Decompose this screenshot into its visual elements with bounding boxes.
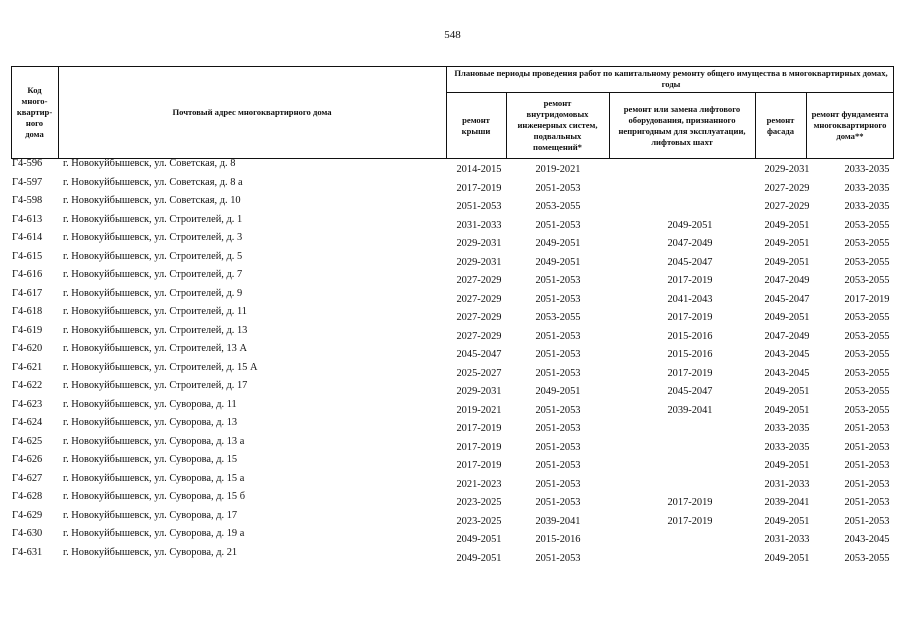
cell-roof: 2023-2025 — [456, 497, 502, 508]
cell-foundation: 2051-2053 — [844, 423, 890, 434]
cell-code: Г4-597 — [12, 176, 43, 188]
col-foundation-header: ремонт фундамента многоквартирного дома** — [811, 109, 889, 141]
cell-facade: 2049-2051 — [764, 219, 810, 231]
cell-address: г. Новокуйбышевск, ул. Суворова, д. 15 — [63, 454, 238, 465]
cell-facade: 2033-2035 — [764, 423, 810, 434]
cell-foundation: 2053-2055 — [844, 386, 890, 397]
table-row — [11, 417, 894, 436]
cell-code: Г4-631 — [12, 546, 43, 558]
cell-code: Г4-617 — [12, 287, 43, 299]
cell-facade: 2027-2029 — [764, 182, 810, 194]
cell-address: г. Новокуйбышевск, ул. Суворова, д. 13 — [63, 417, 238, 428]
cell-address: г. Новокуйбышевск, ул. Строителей, д. 17 — [63, 380, 248, 391]
cell-facade: 2043-2045 — [764, 367, 810, 379]
cell-engineering: 2015-2016 — [535, 534, 581, 545]
cell-code: Г4-625 — [12, 435, 43, 447]
cell-code: Г4-623 — [12, 398, 43, 410]
cell-facade: 2049-2051 — [764, 404, 810, 416]
cell-code: Г4-596 — [12, 158, 43, 169]
cell-facade: 2029-2031 — [764, 164, 810, 175]
cell-elevator: 2045-2047 — [667, 256, 713, 268]
cell-facade: 2047-2049 — [764, 275, 810, 286]
cell-code: Г4-614 — [12, 232, 43, 243]
table-row — [11, 362, 894, 381]
cell-roof: 2049-2051 — [456, 552, 502, 564]
cell-address: г. Новокуйбышевск, ул. Суворова, д. 11 — [63, 398, 237, 410]
table-row — [11, 510, 894, 529]
cell-elevator: 2049-2051 — [667, 219, 713, 231]
cell-engineering: 2053-2055 — [535, 312, 581, 323]
cell-roof: 2027-2029 — [456, 275, 502, 286]
cell-address: г. Новокуйбышевск, ул. Суворова, д. 19 а — [63, 528, 245, 539]
cell-roof: 2045-2047 — [456, 349, 502, 360]
col-engineering-header: ремонт внутридомовых инженерных систем, подвальных помещений* — [517, 98, 598, 152]
table-header — [11, 66, 894, 158]
cell-address: г. Новокуйбышевск, ул. Строителей, 13 А — [63, 343, 247, 354]
table-row — [11, 547, 894, 566]
cell-engineering: 2053-2055 — [535, 201, 581, 212]
cell-foundation: 2017-2019 — [844, 293, 890, 305]
cell-engineering: 2051-2053 — [535, 478, 581, 490]
cell-code: Г4-613 — [12, 213, 43, 225]
table-row — [11, 399, 894, 418]
col-elevator-header: ремонт или замена лифтового оборудования, признанного непригодным для эксплуатации, лифтовых шахт — [618, 103, 746, 147]
cell-roof: 2017-2019 — [456, 182, 502, 194]
cell-address: г. Новокуйбышевск, ул. Строителей, д. 15 А — [63, 361, 258, 373]
cell-engineering: 2051-2053 — [535, 497, 581, 508]
cell-foundation: 2033-2035 — [844, 182, 890, 194]
cell-code: Г4-622 — [12, 380, 43, 391]
cell-foundation: 2053-2055 — [844, 219, 890, 231]
cell-engineering: 2049-2051 — [535, 256, 581, 268]
cell-engineering: 2051-2053 — [535, 423, 581, 434]
cell-roof: 2049-2051 — [456, 534, 502, 545]
cell-engineering: 2051-2053 — [535, 182, 581, 194]
cell-address: г. Новокуйбышевск, ул. Строителей, д. 7 — [63, 269, 243, 280]
cell-foundation: 2053-2055 — [844, 275, 890, 286]
cell-foundation: 2033-2035 — [844, 164, 890, 175]
cell-foundation: 2053-2055 — [844, 404, 890, 416]
cell-engineering: 2051-2053 — [535, 330, 581, 342]
cell-address: г. Новокуйбышевск, ул. Строителей, д. 3 — [63, 232, 243, 243]
cell-foundation: 2051-2053 — [844, 441, 890, 453]
cell-elevator: 2017-2019 — [667, 515, 713, 527]
cell-foundation: 2053-2055 — [844, 256, 890, 268]
col-address-header: Почтовый адрес многоквартирного дома — [172, 107, 332, 117]
cell-engineering: 2051-2053 — [535, 349, 581, 360]
cell-engineering: 2051-2053 — [535, 367, 581, 379]
cell-elevator: 2047-2049 — [667, 238, 713, 249]
table-row — [11, 528, 894, 547]
cell-elevator: 2015-2016 — [667, 330, 713, 342]
cell-code: Г4-624 — [12, 417, 43, 428]
col-code-header: Код много- квартир- ного дома — [16, 85, 53, 139]
cell-code: Г4-621 — [12, 361, 43, 373]
cell-code: Г4-618 — [12, 306, 43, 317]
cell-facade: 2049-2051 — [764, 386, 810, 397]
periods-group-header: Плановые периоды проведения работ по капитальному ремонту общего имущества в многоквартирных домах, годы — [454, 68, 888, 89]
cell-foundation: 2051-2053 — [844, 515, 890, 527]
cell-facade: 2039-2041 — [764, 497, 810, 508]
cell-foundation: 2053-2055 — [844, 367, 890, 379]
cell-engineering: 2049-2051 — [535, 386, 581, 397]
cell-foundation: 2053-2055 — [844, 349, 890, 360]
table-row — [11, 491, 894, 510]
cell-roof: 2017-2019 — [456, 441, 502, 453]
table-row — [11, 288, 894, 307]
table-row — [11, 214, 894, 233]
cell-code: Г4-630 — [12, 528, 43, 539]
cell-code: Г4-628 — [12, 491, 43, 502]
table-row — [11, 454, 894, 473]
cell-engineering: 2051-2053 — [535, 460, 581, 471]
cell-address: г. Новокуйбышевск, ул. Суворова, д. 21 — [63, 546, 238, 558]
cell-facade: 2049-2051 — [764, 460, 810, 471]
table-row — [11, 232, 894, 251]
cell-foundation: 2053-2055 — [844, 330, 890, 342]
cell-roof: 2014-2015 — [456, 164, 502, 175]
cell-foundation: 2051-2053 — [844, 497, 890, 508]
table-row — [11, 380, 894, 399]
cell-facade: 2043-2045 — [764, 349, 810, 360]
cell-facade: 2049-2051 — [764, 552, 810, 564]
cell-facade: 2027-2029 — [764, 201, 810, 212]
cell-address: г. Новокуйбышевск, ул. Суворова, д. 15 а — [63, 472, 245, 484]
page-number: 548 — [444, 29, 461, 41]
cell-facade: 2049-2051 — [764, 256, 810, 268]
cell-foundation: 2053-2055 — [844, 312, 890, 323]
cell-elevator: 2039-2041 — [667, 404, 713, 416]
cell-facade: 2047-2049 — [764, 330, 810, 342]
cell-roof: 2027-2029 — [456, 330, 502, 342]
cell-engineering: 2051-2053 — [535, 293, 581, 305]
table-row — [11, 473, 894, 492]
cell-code: Г4-619 — [12, 324, 43, 336]
cell-code: Г4-616 — [12, 269, 43, 280]
cell-address: г. Новокуйбышевск, ул. Строителей, д. 1 — [63, 213, 243, 225]
cell-engineering: 2051-2053 — [535, 219, 581, 231]
cell-engineering: 2039-2041 — [535, 515, 581, 527]
cell-engineering: 2049-2051 — [535, 238, 581, 249]
cell-roof: 2051-2053 — [456, 201, 502, 212]
cell-foundation: 2043-2045 — [844, 534, 890, 545]
cell-roof: 2029-2031 — [456, 256, 502, 268]
table-body — [11, 158, 894, 565]
cell-elevator: 2017-2019 — [667, 275, 713, 286]
cell-code: Г4-598 — [12, 195, 43, 206]
table-row — [11, 306, 894, 325]
table-row — [11, 343, 894, 362]
col-roof-header: ремонт крыши — [461, 114, 491, 136]
cell-address: г. Новокуйбышевск, ул. Советская, д. 10 — [63, 195, 241, 206]
table-row — [11, 269, 894, 288]
cell-roof: 2031-2033 — [456, 219, 502, 231]
cell-code: Г4-626 — [12, 454, 43, 465]
cell-address: г. Новокуйбышевск, ул. Строителей, д. 5 — [63, 250, 243, 262]
cell-foundation: 2051-2053 — [844, 478, 890, 490]
cell-roof: 2021-2023 — [456, 478, 502, 490]
table-row — [11, 325, 894, 344]
cell-facade: 2049-2051 — [764, 312, 810, 323]
cell-address: г. Новокуйбышевск, ул. Строителей, д. 13 — [63, 324, 248, 336]
cell-elevator: 2017-2019 — [667, 367, 713, 379]
cell-foundation: 2051-2053 — [844, 460, 890, 471]
col-facade-header: ремонт фасада — [766, 114, 795, 136]
cell-facade: 2031-2033 — [764, 478, 810, 490]
cell-code: Г4-629 — [12, 509, 43, 521]
cell-roof: 2017-2019 — [456, 423, 502, 434]
cell-engineering: 2019-2021 — [535, 164, 581, 175]
cell-foundation: 2033-2035 — [844, 201, 890, 212]
table-row — [11, 251, 894, 270]
cell-facade: 2031-2033 — [764, 534, 810, 545]
table-row — [11, 436, 894, 455]
cell-facade: 2049-2051 — [764, 238, 810, 249]
cell-elevator: 2015-2016 — [667, 349, 713, 360]
cell-roof: 2019-2021 — [456, 404, 502, 416]
cell-address: г. Новокуйбышевск, ул. Суворова, д. 17 — [63, 509, 238, 521]
cell-elevator: 2017-2019 — [667, 312, 713, 323]
cell-roof: 2027-2029 — [456, 312, 502, 323]
cell-address: г. Новокуйбышевск, ул. Строителей, д. 9 — [63, 287, 243, 299]
cell-address: г. Новокуйбышевск, ул. Советская, д. 8 а — [63, 176, 243, 188]
cell-engineering: 2051-2053 — [535, 404, 581, 416]
cell-foundation: 2053-2055 — [844, 238, 890, 249]
cell-elevator: 2017-2019 — [667, 497, 713, 508]
cell-address: г. Новокуйбышевск, ул. Суворова, д. 13 а — [63, 435, 245, 447]
cell-roof: 2025-2027 — [456, 367, 502, 379]
cell-facade: 2045-2047 — [764, 293, 810, 305]
cell-elevator: 2041-2043 — [667, 293, 713, 305]
cell-roof: 2017-2019 — [456, 460, 502, 471]
cell-engineering: 2051-2053 — [535, 552, 581, 564]
cell-facade: 2049-2051 — [764, 515, 810, 527]
cell-engineering: 2051-2053 — [535, 275, 581, 286]
cell-foundation: 2053-2055 — [844, 552, 890, 564]
cell-roof: 2029-2031 — [456, 386, 502, 397]
cell-engineering: 2051-2053 — [535, 441, 581, 453]
table-row — [11, 177, 894, 196]
cell-code: Г4-620 — [12, 343, 43, 354]
cell-roof: 2023-2025 — [456, 515, 502, 527]
cell-address: г. Новокуйбышевск, ул. Суворова, д. 15 б — [63, 491, 245, 502]
cell-address: г. Новокуйбышевск, ул. Советская, д. 8 — [63, 158, 236, 169]
cell-facade: 2033-2035 — [764, 441, 810, 453]
table-row — [11, 158, 894, 177]
table-row — [11, 195, 894, 214]
cell-address: г. Новокуйбышевск, ул. Строителей, д. 11 — [63, 306, 247, 317]
cell-roof: 2029-2031 — [456, 238, 502, 249]
cell-elevator: 2045-2047 — [667, 386, 713, 397]
cell-roof: 2027-2029 — [456, 293, 502, 305]
cell-code: Г4-615 — [12, 250, 43, 262]
cell-code: Г4-627 — [12, 472, 43, 484]
